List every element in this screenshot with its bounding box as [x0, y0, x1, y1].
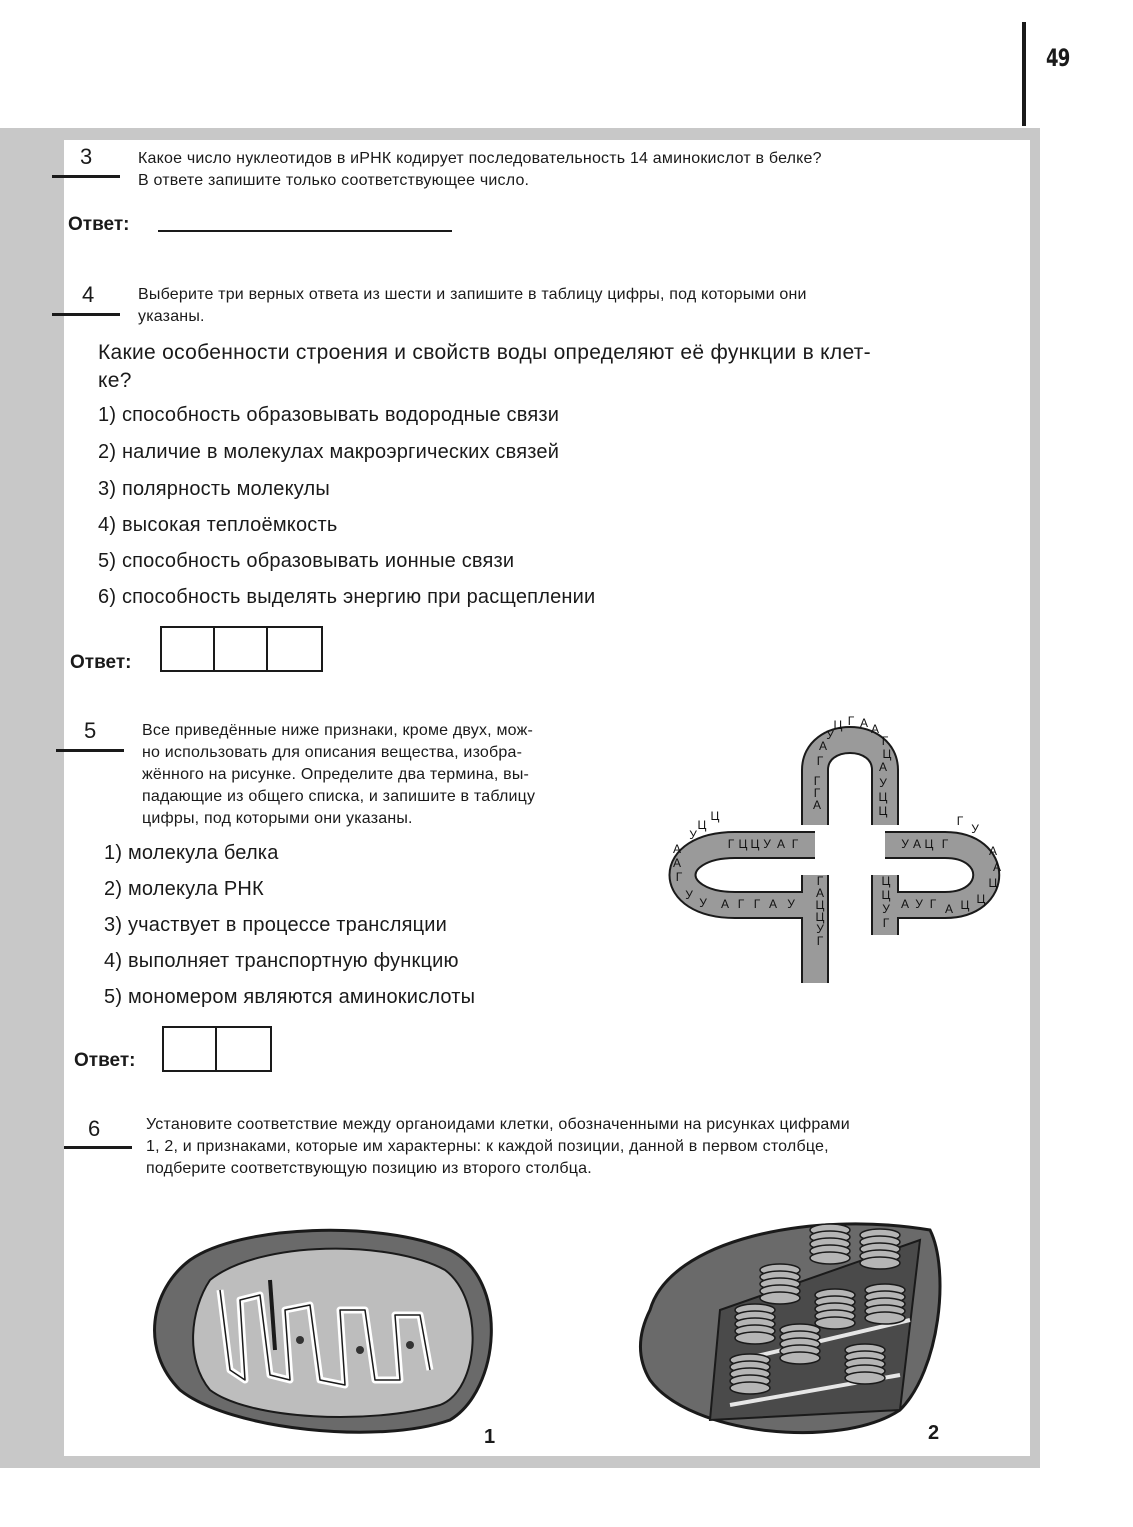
task-5-answer-label: Ответ:: [74, 1050, 136, 1071]
trna-nucleotide: Ц: [833, 718, 843, 732]
task-5-instruction-1: Все приведённые ниже признаки, кроме двух, мож-: [142, 722, 534, 739]
granum-disc: [815, 1317, 855, 1329]
trna-nucleotide: Г: [882, 916, 890, 930]
trna-nucleotide: А: [900, 897, 910, 911]
task-5-option: 4) выполняет транспортную функцию: [104, 950, 459, 972]
task-5-underline: [56, 749, 124, 752]
answer-cell[interactable]: [217, 1028, 270, 1070]
trna-nucleotide: А: [672, 856, 682, 870]
trna-nucleotide: Г: [929, 897, 937, 911]
granum-disc: [780, 1352, 820, 1364]
answer-cell[interactable]: [215, 628, 268, 670]
granum-disc: [845, 1372, 885, 1384]
trna-nucleotide: Г: [813, 774, 821, 788]
trna-nucleotide: Ц: [697, 818, 707, 832]
granum-disc: [865, 1312, 905, 1324]
task-6-instruction-1: Установите соответствие между органоидами клетки, обозначенными на рисунках цифрами: [146, 1116, 850, 1133]
trna-nucleotide: Г: [941, 837, 949, 851]
trna-nucleotide: А: [988, 844, 998, 858]
granum-disc: [730, 1382, 770, 1394]
trna-nucleotide: У: [763, 837, 771, 851]
task-4-option: 3) полярность молекулы: [98, 478, 330, 500]
task-4-option: 1) способность образовывать водородные связи: [98, 404, 560, 426]
task-3-answer-field[interactable]: [158, 230, 452, 232]
trna-nucleotide: У: [879, 776, 887, 790]
trna-nucleotide: А: [878, 760, 888, 774]
trna-nucleotide: У: [689, 828, 697, 842]
trna-nucleotide: Г: [727, 837, 735, 851]
task-4-underline: [52, 313, 120, 316]
trna-nucleotide: Г: [816, 754, 824, 768]
trna-figure: [655, 705, 1020, 995]
trna-nucleotide: А: [944, 902, 954, 916]
trna-nucleotide: А: [818, 739, 828, 753]
trna-nucleotide: Ц: [710, 809, 720, 823]
task-4-question-1: Какие особенности строения и свойств воды определяют её функции в клет-: [98, 341, 871, 364]
trna-nucleotide: У: [901, 837, 909, 851]
trna-nucleotide: У: [882, 902, 890, 916]
task-5-option: 1) молекула белка: [104, 842, 279, 864]
trna-nucleotide: У: [685, 888, 693, 902]
task-4-option: 4) высокая теплоёмкость: [98, 514, 338, 536]
task-6-number: 6: [88, 1116, 101, 1141]
trna-nucleotide: Ц: [878, 790, 888, 804]
trna-nucleotide: У: [826, 728, 834, 742]
trna-nucleotide: У: [787, 897, 795, 911]
task-4-instruction-1: Выберите три верных ответа из шести и запишите в таблицу цифры, под которыми они: [138, 286, 807, 303]
trna-nucleotide: А: [992, 860, 1002, 874]
trna-nucleotide: Ц: [750, 837, 760, 851]
trna-nucleotide: Ц: [924, 837, 934, 851]
task-4-instruction-2: указаны.: [138, 308, 205, 325]
trna-nucleotide: Г: [816, 934, 824, 948]
trna-nucleotide: Г: [791, 837, 799, 851]
trna-nucleotide: Ц: [881, 888, 891, 902]
trna-nucleotide: У: [816, 922, 824, 936]
task-5-number: 5: [84, 718, 97, 743]
trna-nucleotide: Г: [737, 897, 745, 911]
granum-disc: [810, 1252, 850, 1264]
task-5-instruction-5: цифры, под которыми они указаны.: [142, 810, 413, 827]
trna-nucleotide: У: [915, 897, 923, 911]
trna-nucleotide: У: [699, 896, 707, 910]
trna-nucleotide: А: [815, 886, 825, 900]
task-6-instruction-2: 1, 2, и признаками, которые им характерны: к каждой позиции, данной в первом столбце,: [146, 1138, 829, 1155]
trna-nucleotide: А: [776, 837, 786, 851]
task-3-instruction-1: Какое число нуклеотидов в иРНК кодирует последовательность 14 аминокислот в белке?: [138, 150, 822, 167]
trna-nucleotide: Ц: [815, 910, 825, 924]
answer-cell[interactable]: [164, 1028, 217, 1070]
granum-disc: [760, 1292, 800, 1304]
task-4-answer-grid: [160, 626, 323, 672]
task-4-option: 6) способность выделять энергию при расщеплении: [98, 586, 596, 608]
task-3-underline: [52, 175, 120, 178]
mitochondrion-figure: [150, 1220, 500, 1435]
task-4-option: 2) наличие в молекулах макроэргических связей: [98, 441, 560, 463]
granum-disc: [735, 1332, 775, 1344]
trna-nucleotide: А: [870, 722, 880, 736]
trna-nucleotide: Ц: [882, 747, 892, 761]
trna-nucleotide: Ц: [815, 898, 825, 912]
figure-1-label: 1: [484, 1426, 496, 1448]
trna-nucleotide: Ц: [976, 892, 986, 906]
trna-nucleotide: А: [859, 716, 869, 730]
task-4-number: 4: [82, 282, 95, 307]
trna-nucleotide: Г: [753, 897, 761, 911]
trna-nucleotide: Ц: [738, 837, 748, 851]
trna-nucleotide: Г: [675, 870, 683, 884]
trna-nucleotide: А: [672, 842, 682, 856]
trna-nucleotide: Ц: [881, 874, 891, 888]
page-number: 49: [1046, 44, 1070, 72]
task-5-instruction-4: падающие из общего списка, и запишите в таблицу: [142, 788, 536, 805]
trna-nucleotide: Г: [816, 874, 824, 888]
trna-nucleotide: Ц: [988, 876, 998, 890]
trna-nucleotide: Ц: [878, 804, 888, 818]
trna-nucleotide: У: [971, 822, 979, 836]
answer-cell[interactable]: [162, 628, 215, 670]
task-5-option: 2) молекула РНК: [104, 878, 264, 900]
task-3-instruction-2: В ответе запишите только соответствующее число.: [138, 172, 530, 189]
trna-nucleotide: Г: [813, 786, 821, 800]
figure-2-label: 2: [928, 1422, 940, 1444]
chloroplast-figure: [630, 1210, 945, 1440]
trna-nucleotide: Г: [956, 814, 964, 828]
trna-nucleotide: Ц: [960, 898, 970, 912]
task-5-answer-grid: [162, 1026, 272, 1072]
trna-nucleotide: Г: [847, 714, 855, 728]
trna-nucleotide: Г: [881, 734, 889, 748]
task-4-question-2: ке?: [98, 369, 132, 392]
task-4-answer-label: Ответ:: [70, 652, 132, 673]
task-4-option: 5) способность образовывать ионные связи: [98, 550, 515, 572]
task-5-option: 3) участвует в процессе трансляции: [104, 914, 448, 936]
answer-cell[interactable]: [268, 628, 321, 670]
task-3-number: 3: [80, 144, 93, 169]
trna-nucleotide: А: [720, 897, 730, 911]
task-6-underline: [64, 1146, 132, 1149]
granum-disc: [860, 1257, 900, 1269]
trna-nucleotide: А: [812, 798, 822, 812]
trna-nucleotide: А: [912, 837, 922, 851]
top-rule: [1022, 22, 1026, 126]
task-5-option: 5) мономером являются аминокислоты: [104, 986, 476, 1008]
task-3-answer-label: Ответ:: [68, 214, 130, 235]
task-5-instruction-2: но использовать для описания вещества, изобра-: [142, 744, 523, 761]
task-6-instruction-3: подберите соответствующую позицию из второго столбца.: [146, 1160, 592, 1177]
task-5-instruction-3: жённого на рисунке. Определите два термина, вы-: [142, 766, 530, 783]
trna-nucleotide: А: [768, 897, 778, 911]
